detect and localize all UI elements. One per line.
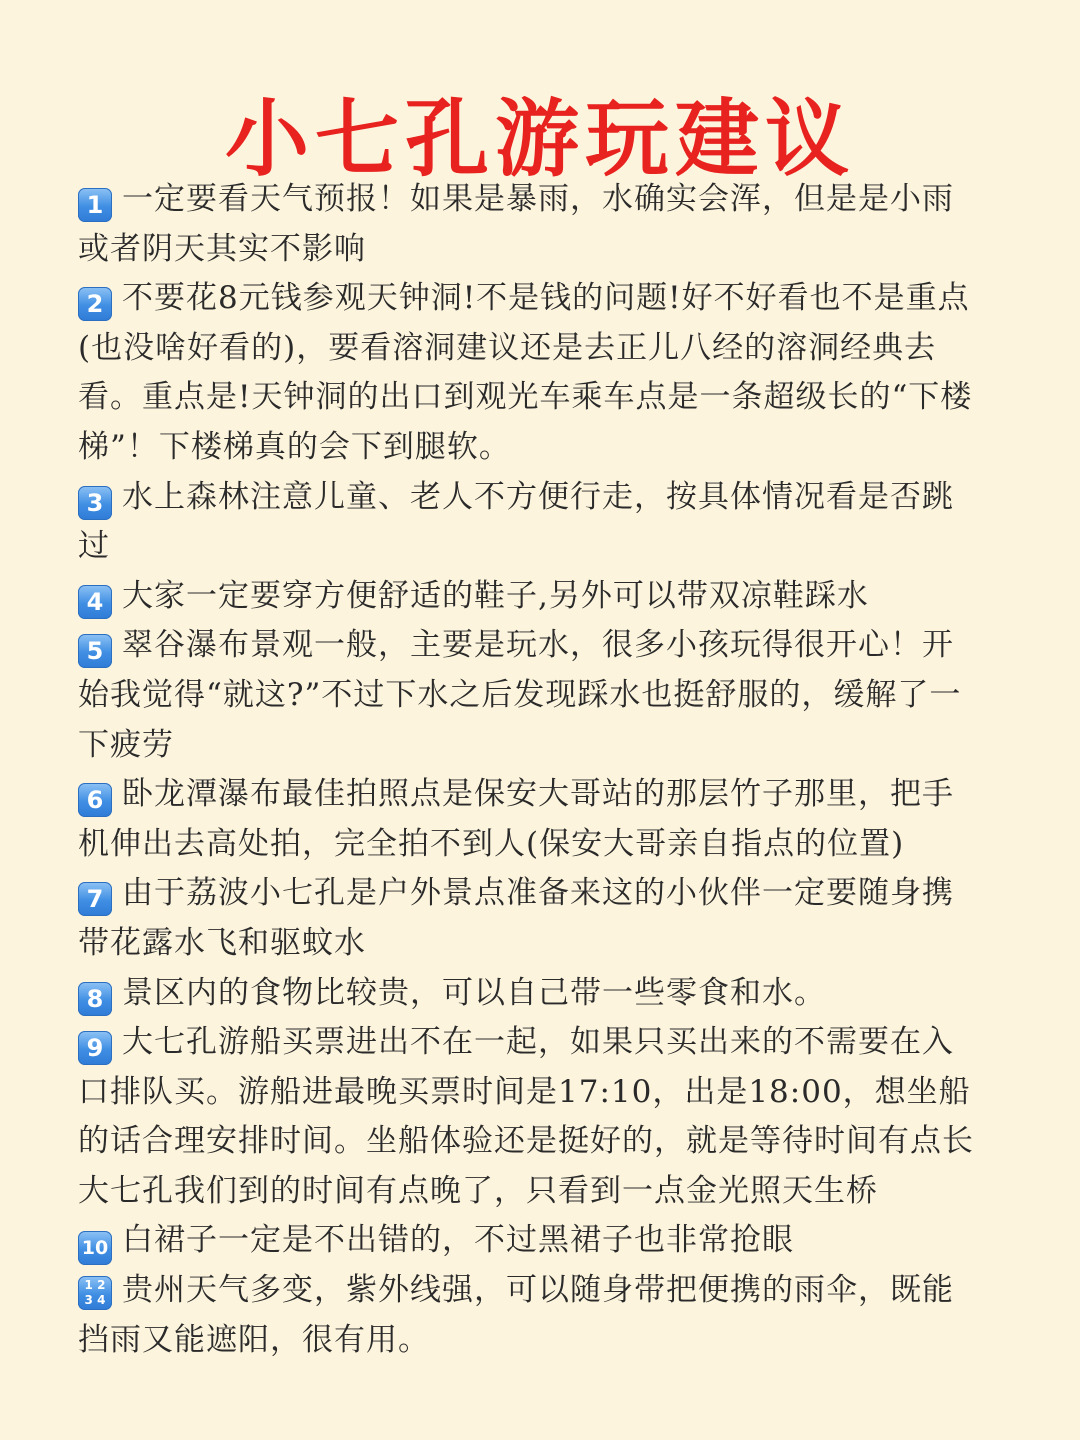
keycap-6-icon: 6 [78,783,112,817]
tip-text: 不要花8元钱参观天钟洞!不是钱的问题!好不好看也不是重点(也没啥好看的)，要看溶洞建议还是去正儿八经的溶洞经典去看。重点是!天钟洞的出口到观光车乘车点是一条超级长的“下楼梯”！下楼梯真的会下到腿软。 [78,280,973,465]
tip-item [78,869,978,968]
keycap-2-icon: 2 [78,287,112,321]
tip-item [78,1216,978,1266]
tip-text: 由于荔波小七孔是户外景点准备来这的小伙伴一定要随身携带花露水飞和驱蚊水 [78,875,954,961]
tip-text: 一定要看天气预报！如果是暴雨，水确实会浑，但是是小雨或者阴天其实不影响 [78,181,954,267]
tip-text: 大家一定要穿方便舒适的鞋子,另外可以带双凉鞋踩水 [122,577,869,614]
keycap-1-icon: 1 [78,188,112,222]
keycap-5-icon: 5 [78,634,112,668]
tip-item [78,770,978,869]
tip-item [78,1266,978,1365]
tip-text: 大七孔游船买票进出不在一起，如果只买出来的不需要在入口排队买。游船进最晚买票时间是17:10，出是18:00，想坐船的话合理安排时间。坐船体验还是挺好的，就是等待时间有点长大七孔我们到的时间有点晚了，只看到一点金光照天生桥 [78,1024,974,1209]
keycap-7-icon: 7 [78,882,112,916]
tip-text: 翠谷瀑布景观一般，主要是玩水，很多小孩玩得很开心！开始我觉得“就这?”不过下水之后发现踩水也挺舒服的，缓解了一下疲劳 [78,627,962,763]
tip-item [78,473,978,572]
tip-item [78,621,978,770]
keycap-8-icon: 8 [78,982,112,1016]
tip-text: 贵州天气多变，紫外线强，可以随身带把便携的雨伞，既能挡雨又能遮阳，很有用。 [78,1272,954,1358]
keycap-3-icon: 3 [78,486,112,520]
tip-text: 白裙子一定是不出错的，不过黑裙子也非常抢眼 [122,1222,794,1259]
input-numbers-icon: 1 2 3 4 [78,1276,112,1310]
tip-item [78,572,978,622]
keycap-10-icon: 10 [78,1231,112,1265]
keycap-9-icon: 9 [78,1031,112,1065]
tip-item [78,274,978,472]
tip-text: 水上森林注意儿童、老人不方便行走，按具体情况看是否跳过 [78,478,954,565]
tip-text: 卧龙潭瀑布最佳拍照点是保安大哥站的那层竹子那里，把手机伸出去高处拍，完全拍不到人(保安大哥亲自指点的位置) [78,776,954,862]
tip-item [78,1018,978,1216]
tip-item [78,969,978,1019]
tip-text: 景区内的食物比较贵，可以自己带一些零食和水。 [122,974,826,1011]
tips-list [78,175,978,1365]
tip-item [78,175,978,274]
page-title: 小七孔游玩建议 [224,90,855,189]
keycap-4-icon: 4 [78,585,112,619]
